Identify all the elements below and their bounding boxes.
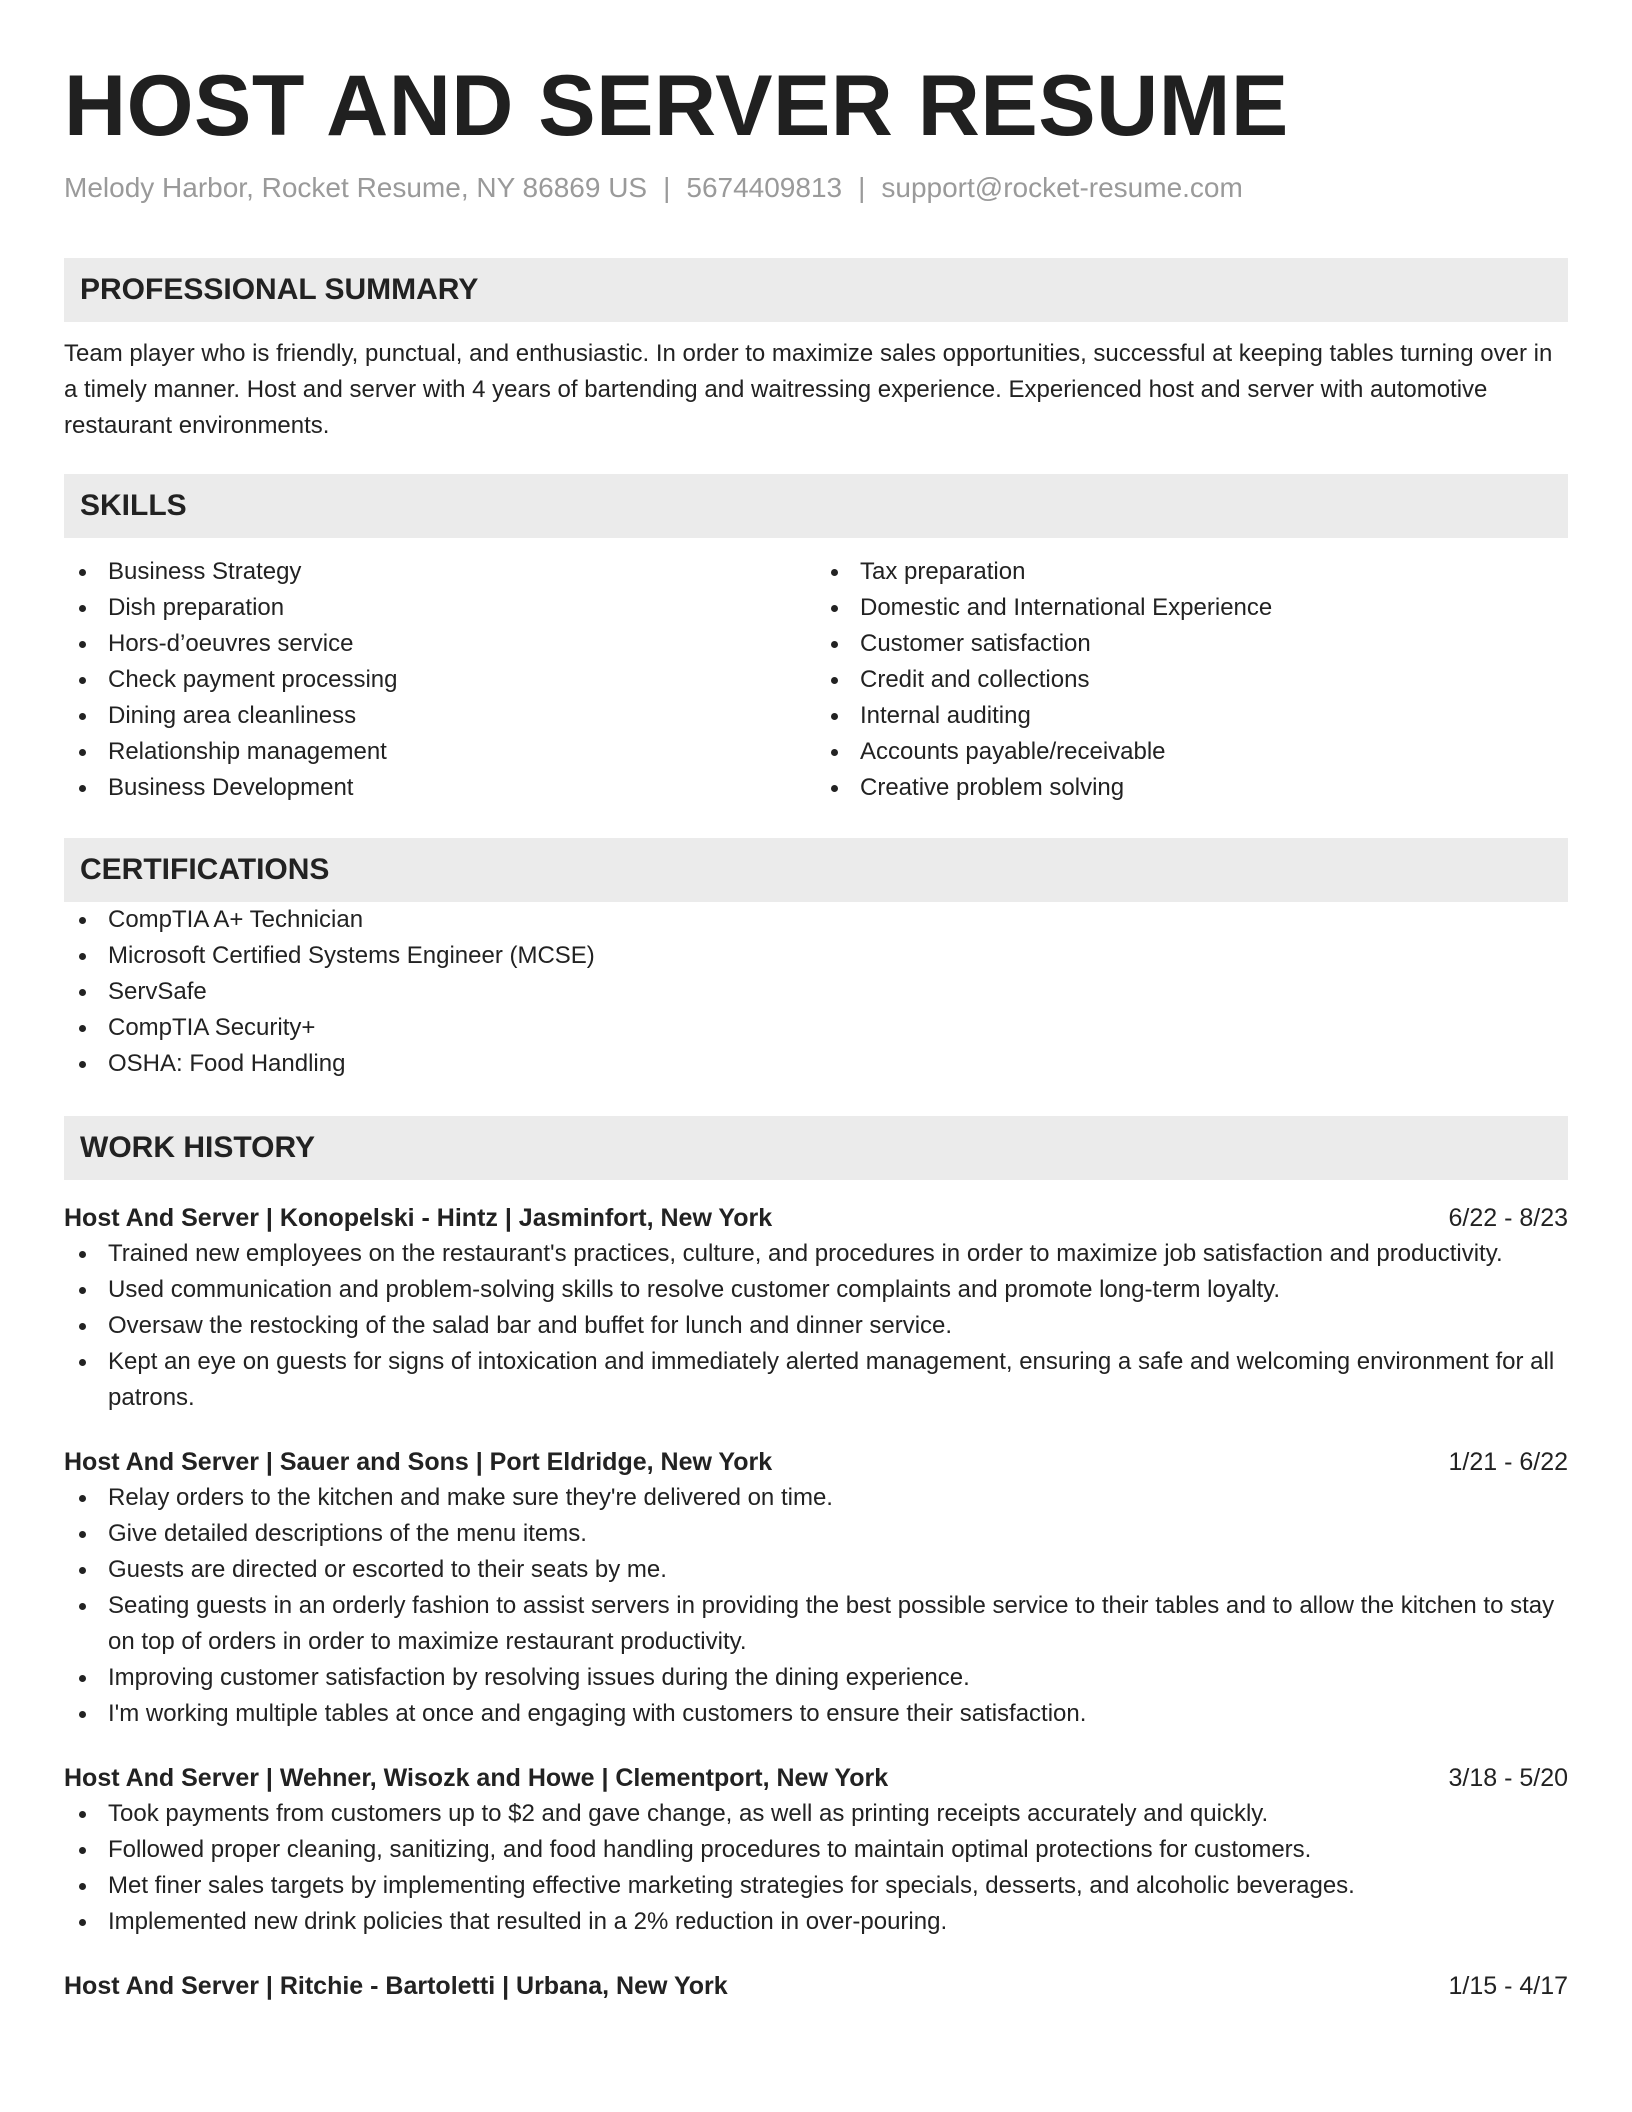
bullet-dot-icon: [79, 1847, 86, 1854]
job-bullets: [64, 1236, 1568, 1416]
summary-text: Team player who is friendly, punctual, and enthusiastic. In order to maximize sales opportunities, successful at keeping tables turning over in a timely manner. Host and server with 4 years of bartending and waitressing experience. Experienced host and server with automotive restaurant environments.: [64, 340, 1553, 439]
job-bullet: Give detailed descriptions of the menu items.: [64, 1516, 1568, 1552]
contact-address: Melody Harbor, Rocket Resume, NY 86869 US: [64, 172, 648, 203]
skill-item: Accounts payable/receivable: [816, 734, 1568, 770]
skill-item: Dining area cleanliness: [64, 698, 816, 734]
job-title: Host And Server | Ritchie - Bartoletti | Urbana, New York: [64, 1972, 728, 2000]
job-bullet: Implemented new drink policies that resulted in a 2% reduction in over-pouring.: [64, 1904, 1568, 1940]
certification-item: ServSafe: [64, 974, 1568, 1010]
job-header: [64, 1444, 1568, 1480]
job-title: Host And Server | Sauer and Sons | Port Eldridge, New York: [64, 1448, 773, 1476]
bullet-dot-icon: [79, 605, 86, 612]
certification-item: CompTIA A+ Technician: [64, 902, 1568, 938]
bullet-dot-icon: [79, 1675, 86, 1682]
bullet-dot-icon: [79, 641, 86, 648]
job-dates: 6/22 - 8/23: [1448, 1204, 1568, 1232]
job-entry: [64, 1968, 1568, 2004]
job-bullet: Took payments from customers up to $2 and gave change, as well as printing receipts accurately and quickly.: [64, 1796, 1568, 1832]
certification-item: CompTIA Security+: [64, 1010, 1568, 1046]
job-bullet: Met finer sales targets by implementing effective marketing strategies for specials, desserts, and alcoholic beverages.: [64, 1868, 1568, 1904]
bullet-dot-icon: [79, 713, 86, 720]
job-bullet: Relay orders to the kitchen and make sure they're delivered on time.: [64, 1480, 1568, 1516]
skills-column-left: [64, 554, 816, 806]
bullet-dot-icon: [79, 1603, 86, 1610]
skill-item: Tax preparation: [816, 554, 1568, 590]
work-history-heading: WORK HISTORY: [64, 1116, 1568, 1180]
job-bullet: Kept an eye on guests for signs of intoxication and immediately alerted management, ensuring a safe and welcoming environment for all patrons.: [64, 1344, 1568, 1416]
job-dates: 3/18 - 5/20: [1448, 1764, 1568, 1792]
skill-item: Dish preparation: [64, 590, 816, 626]
job-bullet: I'm working multiple tables at once and engaging with customers to ensure their satisfaction.: [64, 1696, 1568, 1732]
skill-item: Relationship management: [64, 734, 816, 770]
skill-item: Customer satisfaction: [816, 626, 1568, 662]
job-title: Host And Server | Konopelski - Hintz | Jasminfort, New York: [64, 1204, 773, 1232]
certification-item: Microsoft Certified Systems Engineer (MCSE): [64, 938, 1568, 974]
job-title: Host And Server | Wehner, Wisozk and Howe | Clementport, New York: [64, 1764, 889, 1792]
bullet-dot-icon: [79, 1495, 86, 1502]
certifications-list: [64, 902, 1568, 1082]
bullet-dot-icon: [79, 1567, 86, 1574]
skills-heading: SKILLS: [64, 474, 1568, 538]
skill-item: Check payment processing: [64, 662, 816, 698]
job-bullet: Guests are directed or escorted to their seats by me.: [64, 1552, 1568, 1588]
job-dates: 1/21 - 6/22: [1448, 1448, 1568, 1476]
resume-title: HOST AND SERVER RESUME: [64, 58, 1289, 154]
bullet-dot-icon: [79, 785, 86, 792]
bullet-dot-icon: [79, 1025, 86, 1032]
bullet-dot-icon: [79, 1883, 86, 1890]
summary-heading: PROFESSIONAL SUMMARY: [64, 258, 1568, 322]
job-bullet: Improving customer satisfaction by resolving issues during the dining experience.: [64, 1660, 1568, 1696]
bullet-dot-icon: [79, 1061, 86, 1068]
contact-separator: |: [858, 172, 866, 203]
skills-list-right: [816, 554, 1568, 806]
skill-item: Business Strategy: [64, 554, 816, 590]
bullet-dot-icon: [831, 677, 838, 684]
job-dates: 1/15 - 4/17: [1448, 1972, 1568, 2000]
job-entry: [64, 1760, 1568, 1940]
bullet-dot-icon: [79, 749, 86, 756]
job-header: [64, 1760, 1568, 1796]
skill-item: Business Development: [64, 770, 816, 806]
contact-email: support@rocket-resume.com: [881, 172, 1243, 203]
bullet-dot-icon: [79, 1811, 86, 1818]
contact-phone: 5674409813: [686, 172, 843, 203]
bullet-dot-icon: [79, 569, 86, 576]
job-entry: [64, 1200, 1568, 1416]
bullet-dot-icon: [831, 605, 838, 612]
bullet-dot-icon: [79, 917, 86, 924]
contact-line: [64, 170, 1568, 206]
job-bullet: Trained new employees on the restaurant's practices, culture, and procedures in order to maximize job satisfaction and productivity.: [64, 1236, 1568, 1272]
contact-separator: |: [663, 172, 671, 203]
bullet-dot-icon: [79, 677, 86, 684]
skills-column-right: [816, 554, 1568, 806]
bullet-dot-icon: [831, 749, 838, 756]
skill-item: Credit and collections: [816, 662, 1568, 698]
skill-item: Internal auditing: [816, 698, 1568, 734]
bullet-dot-icon: [79, 1919, 86, 1926]
bullet-dot-icon: [831, 713, 838, 720]
skill-item: Hors-d’oeuvres service: [64, 626, 816, 662]
certifications-heading: CERTIFICATIONS: [64, 838, 1568, 902]
bullet-dot-icon: [79, 953, 86, 960]
bullet-dot-icon: [831, 641, 838, 648]
bullet-dot-icon: [79, 1711, 86, 1718]
bullet-dot-icon: [79, 1359, 86, 1366]
skill-item: Creative problem solving: [816, 770, 1568, 806]
bullet-dot-icon: [79, 1251, 86, 1258]
job-entry: [64, 1444, 1568, 1732]
job-header: [64, 1968, 1568, 2004]
job-bullet: Used communication and problem-solving skills to resolve customer complaints and promote long-term loyalty.: [64, 1272, 1568, 1308]
job-header: [64, 1200, 1568, 1236]
bullet-dot-icon: [831, 569, 838, 576]
job-bullet: Oversaw the restocking of the salad bar and buffet for lunch and dinner service.: [64, 1308, 1568, 1344]
bullet-dot-icon: [79, 1287, 86, 1294]
bullet-dot-icon: [79, 1531, 86, 1538]
certification-item: OSHA: Food Handling: [64, 1046, 1568, 1082]
job-bullet: Seating guests in an orderly fashion to assist servers in providing the best possible service to their tables and to allow the kitchen to stay on top of orders in order to maximize restaurant productivity.: [64, 1588, 1568, 1660]
skill-item: Domestic and International Experience: [816, 590, 1568, 626]
job-bullets: [64, 1480, 1568, 1732]
bullet-dot-icon: [831, 785, 838, 792]
job-bullet: Followed proper cleaning, sanitizing, and food handling procedures to maintain optimal protections for customers.: [64, 1832, 1568, 1868]
skills-columns: [64, 554, 1568, 806]
job-bullets: [64, 1796, 1568, 1940]
bullet-dot-icon: [79, 989, 86, 996]
bullet-dot-icon: [79, 1323, 86, 1330]
skills-list-left: [64, 554, 816, 806]
